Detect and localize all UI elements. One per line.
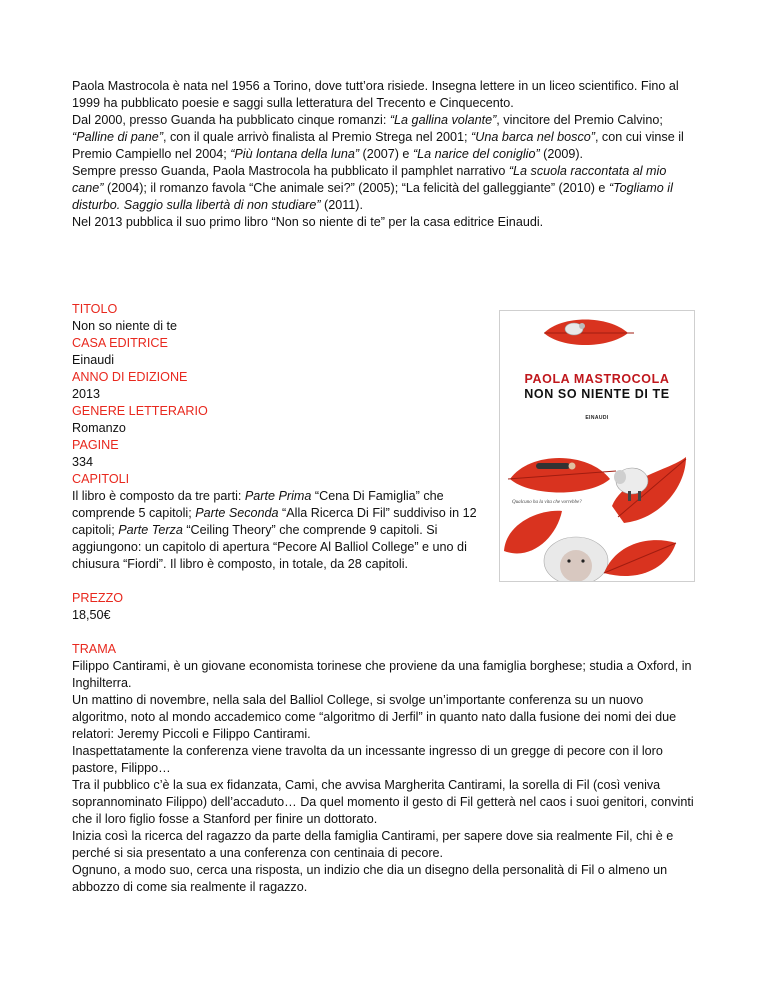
- book-title: “Più lontana della luna”: [230, 147, 360, 161]
- book-cover-image: [499, 310, 695, 582]
- text: “Cena Di Famiglia” che comprende 5 capitoli;: [72, 489, 444, 520]
- text: Il libro è composto da tre parti:: [72, 489, 245, 503]
- book-title: “Palline di pane”: [72, 130, 164, 144]
- text: (2011).: [320, 198, 363, 212]
- text: (2009).: [539, 147, 584, 161]
- text: “Alla Ricerca Di Fil” suddiviso in 12 capitoli;: [72, 506, 477, 537]
- text: , vincitore del Premio Calvino;: [496, 113, 663, 127]
- book-title: “La gallina volante”: [389, 113, 497, 127]
- anno-value: 2013: [72, 387, 101, 401]
- genere-label: GENERE LETTERARIO: [72, 404, 208, 418]
- pagine-value: 334: [72, 455, 94, 469]
- trama-paragraph-4: Tra il pubblico c’è la sua ex fidanzata, Cami, che avvisa Margherita Cantirami, la sorella di Fil (così veniva soprannominato Filippo) dell’accaduto… Da quel momento il gesto di Fil getterà nel caos i suoi genitori, convinti che il loro figlio fosse a Stanford per finire un dottorato.: [72, 778, 694, 826]
- genere-value: Romanzo: [72, 421, 126, 435]
- book-title: “Togliamo il disturbo. Saggio sulla libertà di non studiare”: [72, 181, 673, 212]
- bio-paragraph-2: [72, 112, 696, 163]
- casa-editrice-value: Einaudi: [72, 353, 115, 367]
- text: , con il quale arrivò finalista al Premio Strega nel 2001;: [163, 130, 472, 144]
- trama-paragraph-1: Filippo Cantirami, è un giovane economista torinese che proviene da una famiglia borghese; studia a Oxford, in Inghilterra.: [72, 659, 692, 690]
- capitoli-value: [72, 488, 477, 573]
- bio-paragraph-1: Paola Mastrocola è nata nel 1956 a Torino, dove tutt’ora risiede. Insegna lettere in un liceo scientifico. Fino al 1999 ha pubblicato poesie e saggi sulla letteratura del Trecento e Cinquecento.: [72, 79, 679, 110]
- part-name: Parte Seconda: [195, 506, 279, 520]
- prezzo-value: 18,50€: [72, 608, 111, 622]
- part-name: Parte Terza: [118, 523, 183, 537]
- anno-label: ANNO DI EDIZIONE: [72, 370, 188, 384]
- book-title: “Una barca nel bosco”: [471, 130, 595, 144]
- titolo-value: Non so niente di te: [72, 319, 178, 333]
- book-info: [72, 301, 477, 624]
- text: “Ceiling Theory” che comprende 9 capitoli. Si aggiungono: un capitolo di apertura “Pecore Al Balliol College” e uno di chiusura “Fiordi”. Il libro è composto, in totale, da 28 capitoli.: [72, 523, 467, 571]
- text: (2004); il romanzo favola “Che animale sei?” (2005); “La felicità del galleggiante” (2010) e: [103, 181, 609, 195]
- text: (2007) e: [359, 147, 413, 161]
- cover-tagline: Qualcuno ha la vita che vorrebbe?: [512, 500, 582, 505]
- trama-label: TRAMA: [72, 642, 117, 656]
- bio-paragraph-4: Nel 2013 pubblica il suo primo libro “Non so niente di te” per la casa editrice Einaudi.: [72, 215, 544, 229]
- text: Sempre presso Guanda, Paola Mastrocola ha pubblicato il pamphlet narrativo: [72, 164, 509, 178]
- trama-paragraph-6: Ognuno, a modo suo, cerca una risposta, un indizio che dia un disegno della personalità di Fil o almeno un abbozzo di come sia realmente il ragazzo.: [72, 863, 668, 894]
- trama-section: [72, 641, 696, 896]
- trama-paragraph-2: Un mattino di novembre, nella sala del Balliol College, si svolge un’importante conferenza su un nuovo algoritmo, noto al mondo accademico come “algoritmo di Jerfil” in quanto nato dalla fusione dei nomi dei due relatori: Jeremy Piccoli e Filippo Cantirami.: [72, 693, 677, 741]
- pagine-label: PAGINE: [72, 438, 119, 452]
- bio-paragraph-3: [72, 163, 696, 214]
- cover-author: PAOLA MASTROCOLA: [524, 372, 670, 386]
- author-bio: [72, 78, 696, 231]
- cover-illustration: [500, 311, 695, 582]
- titolo-label: TITOLO: [72, 302, 118, 316]
- part-name: Parte Prima: [244, 489, 312, 503]
- text: , con cui vinse il Premio Campiello nel 2004;: [72, 130, 684, 161]
- trama-paragraph-5: Inizia così la ricerca del ragazzo da parte della famiglia Cantirami, per sapere dove sia realmente Fil, chi è e perché si sia presentato a una conferenza con centinaia di pecore.: [72, 829, 674, 860]
- cover-title: NON SO NIENTE DI TE: [524, 387, 670, 401]
- prezzo-label: PREZZO: [72, 591, 124, 605]
- trama-paragraph-3: Inaspettatamente la conferenza viene travolta da un incessante ingresso di un gregge di pecore con il loro pastore, Filippo…: [72, 744, 663, 775]
- book-title: “La scuola raccontata al mio cane”: [72, 164, 667, 195]
- casa-editrice-label: CASA EDITRICE: [72, 336, 168, 350]
- book-title: “La narice del coniglio”: [412, 147, 540, 161]
- capitoli-label: CAPITOLI: [72, 472, 130, 486]
- cover-publisher: EINAUDI: [585, 415, 609, 421]
- text: Dal 2000, presso Guanda ha pubblicato cinque romanzi:: [72, 113, 390, 127]
